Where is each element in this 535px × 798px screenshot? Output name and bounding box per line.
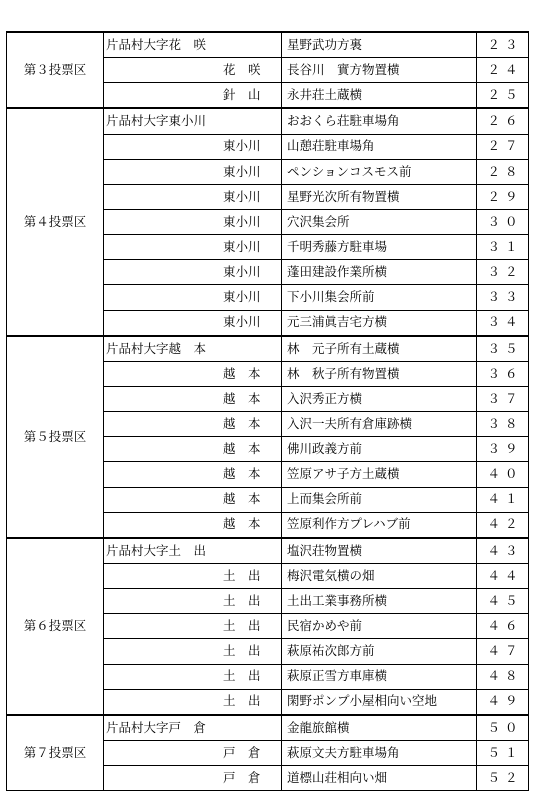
number-cell: ３３ [477, 285, 529, 310]
place-cell: 塩沢荘物置横 [282, 538, 477, 564]
area-cell: 片品村大字東小川 [104, 108, 282, 134]
number-cell: ２９ [477, 184, 529, 209]
number-cell: ３６ [477, 361, 529, 386]
area-label: 東小川 [223, 188, 261, 204]
number-cell: ３２ [477, 260, 529, 285]
district-cell: 第４投票区 [7, 108, 104, 335]
place-cell: 穴沢集会所 [282, 209, 477, 234]
place-cell: 笠原アサ子方土蔵横 [282, 462, 477, 487]
area-cell [104, 83, 282, 109]
number-cell: ５２ [477, 766, 529, 791]
area-label: 土 出 [223, 567, 261, 583]
number-cell: ４２ [477, 512, 529, 538]
area-label: 越 本 [223, 390, 261, 406]
number-cell: ２５ [477, 83, 529, 109]
place-cell: 金龍旅館横 [282, 715, 477, 741]
number-cell: ２８ [477, 159, 529, 184]
number-cell: ２６ [477, 108, 529, 134]
district-cell: 第６投票区 [7, 538, 104, 715]
number-cell: ３５ [477, 336, 529, 362]
place-cell: 蓬田建設作業所横 [282, 260, 477, 285]
area-label: 東小川 [223, 138, 261, 154]
area-label: 土 出 [223, 618, 261, 634]
place-cell: 民宿かめや前 [282, 614, 477, 639]
number-cell: ２７ [477, 134, 529, 159]
number-cell: ５１ [477, 740, 529, 765]
place-cell: 林 元子所有土蔵横 [282, 336, 477, 362]
table-row [7, 336, 529, 362]
area-label: 越 本 [223, 491, 261, 507]
area-label: 東小川 [223, 238, 261, 254]
place-cell: 林 秋子所有物置横 [282, 361, 477, 386]
area-cell [104, 412, 282, 437]
area-label: 土 出 [223, 643, 261, 659]
place-cell: 佛川政義方前 [282, 437, 477, 462]
area-cell [104, 563, 282, 588]
place-cell: 星野武功方裏 [282, 32, 477, 58]
area-cell: 片品村大字越 本 [104, 336, 282, 362]
place-cell: 山憩荘駐車場角 [282, 134, 477, 159]
area-label: 花 咲 [223, 61, 261, 77]
area-cell [104, 766, 282, 791]
number-cell: ４４ [477, 563, 529, 588]
table-row [7, 108, 529, 134]
poster-location-table [6, 31, 529, 791]
place-cell: 元三浦眞吉宅方横 [282, 310, 477, 336]
number-cell: ５０ [477, 715, 529, 741]
area-cell [104, 614, 282, 639]
number-cell: ３８ [477, 412, 529, 437]
number-cell: ３９ [477, 437, 529, 462]
place-cell: 萩原祐次郎方前 [282, 639, 477, 664]
number-cell: ２３ [477, 32, 529, 58]
area-cell: 片品村大字花 咲 [104, 32, 282, 58]
district-cell: 第３投票区 [7, 32, 104, 108]
place-cell: 千明秀藤方駐車場 [282, 235, 477, 260]
area-cell [104, 462, 282, 487]
area-label: 針 山 [223, 87, 261, 103]
area-cell [104, 285, 282, 310]
number-cell: ４１ [477, 487, 529, 512]
number-cell: ４０ [477, 462, 529, 487]
area-cell [104, 512, 282, 538]
area-label: 越 本 [223, 415, 261, 431]
area-label: 戸 倉 [223, 744, 261, 760]
place-cell: 道標山荘相向い畑 [282, 766, 477, 791]
area-label: 東小川 [223, 264, 261, 280]
area-label: 越 本 [223, 441, 261, 457]
area-label: 土 出 [223, 592, 261, 608]
place-cell: 長谷川 實方物置横 [282, 58, 477, 83]
place-cell: 永井荘土蔵横 [282, 83, 477, 109]
area-cell [104, 58, 282, 83]
place-cell: 上而集会所前 [282, 487, 477, 512]
area-cell [104, 134, 282, 159]
area-cell [104, 437, 282, 462]
area-cell [104, 159, 282, 184]
number-cell: ４７ [477, 639, 529, 664]
place-cell: 下小川集会所前 [282, 285, 477, 310]
number-cell: ４５ [477, 589, 529, 614]
number-cell: ３０ [477, 209, 529, 234]
number-cell: ３７ [477, 386, 529, 411]
area-cell [104, 184, 282, 209]
place-cell: 土出工業事務所横 [282, 589, 477, 614]
area-cell [104, 487, 282, 512]
area-cell [104, 361, 282, 386]
district-cell: 第７投票区 [7, 715, 104, 791]
area-label: 戸 倉 [223, 769, 261, 785]
place-cell: 入沢秀正方横 [282, 386, 477, 411]
place-cell: 入沢一夫所有倉庫跡横 [282, 412, 477, 437]
area-cell [104, 740, 282, 765]
area-cell: 片品村大字土 出 [104, 538, 282, 564]
area-label: 越 本 [223, 466, 261, 482]
table-body [7, 32, 529, 791]
area-label: 土 出 [223, 693, 261, 709]
table-row [7, 32, 529, 58]
area-label: 東小川 [223, 314, 261, 330]
area-label: 東小川 [223, 289, 261, 305]
number-cell: ３４ [477, 310, 529, 336]
number-cell: ４６ [477, 614, 529, 639]
area-cell [104, 310, 282, 336]
area-cell [104, 689, 282, 715]
place-cell: 星野光次所有物置横 [282, 184, 477, 209]
number-cell: ４３ [477, 538, 529, 564]
area-cell [104, 209, 282, 234]
table-row [7, 715, 529, 741]
place-cell: 梅沢電気横の畑 [282, 563, 477, 588]
number-cell: ２４ [477, 58, 529, 83]
number-cell: ４８ [477, 664, 529, 689]
area-cell [104, 664, 282, 689]
area-cell: 片品村大字戸 倉 [104, 715, 282, 741]
district-cell: 第５投票区 [7, 336, 104, 538]
place-cell: 萩原文夫方駐車場角 [282, 740, 477, 765]
place-cell: 閑野ポンプ小屋相向い空地 [282, 689, 477, 715]
area-label: 東小川 [223, 163, 261, 179]
area-label: 土 出 [223, 668, 261, 684]
place-cell: 萩原正雪方車庫横 [282, 664, 477, 689]
area-cell [104, 260, 282, 285]
area-label: 越 本 [223, 365, 261, 381]
area-label: 越 本 [223, 516, 261, 532]
number-cell: ３１ [477, 235, 529, 260]
table-row [7, 538, 529, 564]
place-cell: ペンションコスモス前 [282, 159, 477, 184]
area-cell [104, 589, 282, 614]
place-cell: おおくら荘駐車場角 [282, 108, 477, 134]
area-cell [104, 639, 282, 664]
area-cell [104, 235, 282, 260]
area-label: 東小川 [223, 213, 261, 229]
place-cell: 笠原利作方プレハブ前 [282, 512, 477, 538]
number-cell: ４９ [477, 689, 529, 715]
area-cell [104, 386, 282, 411]
